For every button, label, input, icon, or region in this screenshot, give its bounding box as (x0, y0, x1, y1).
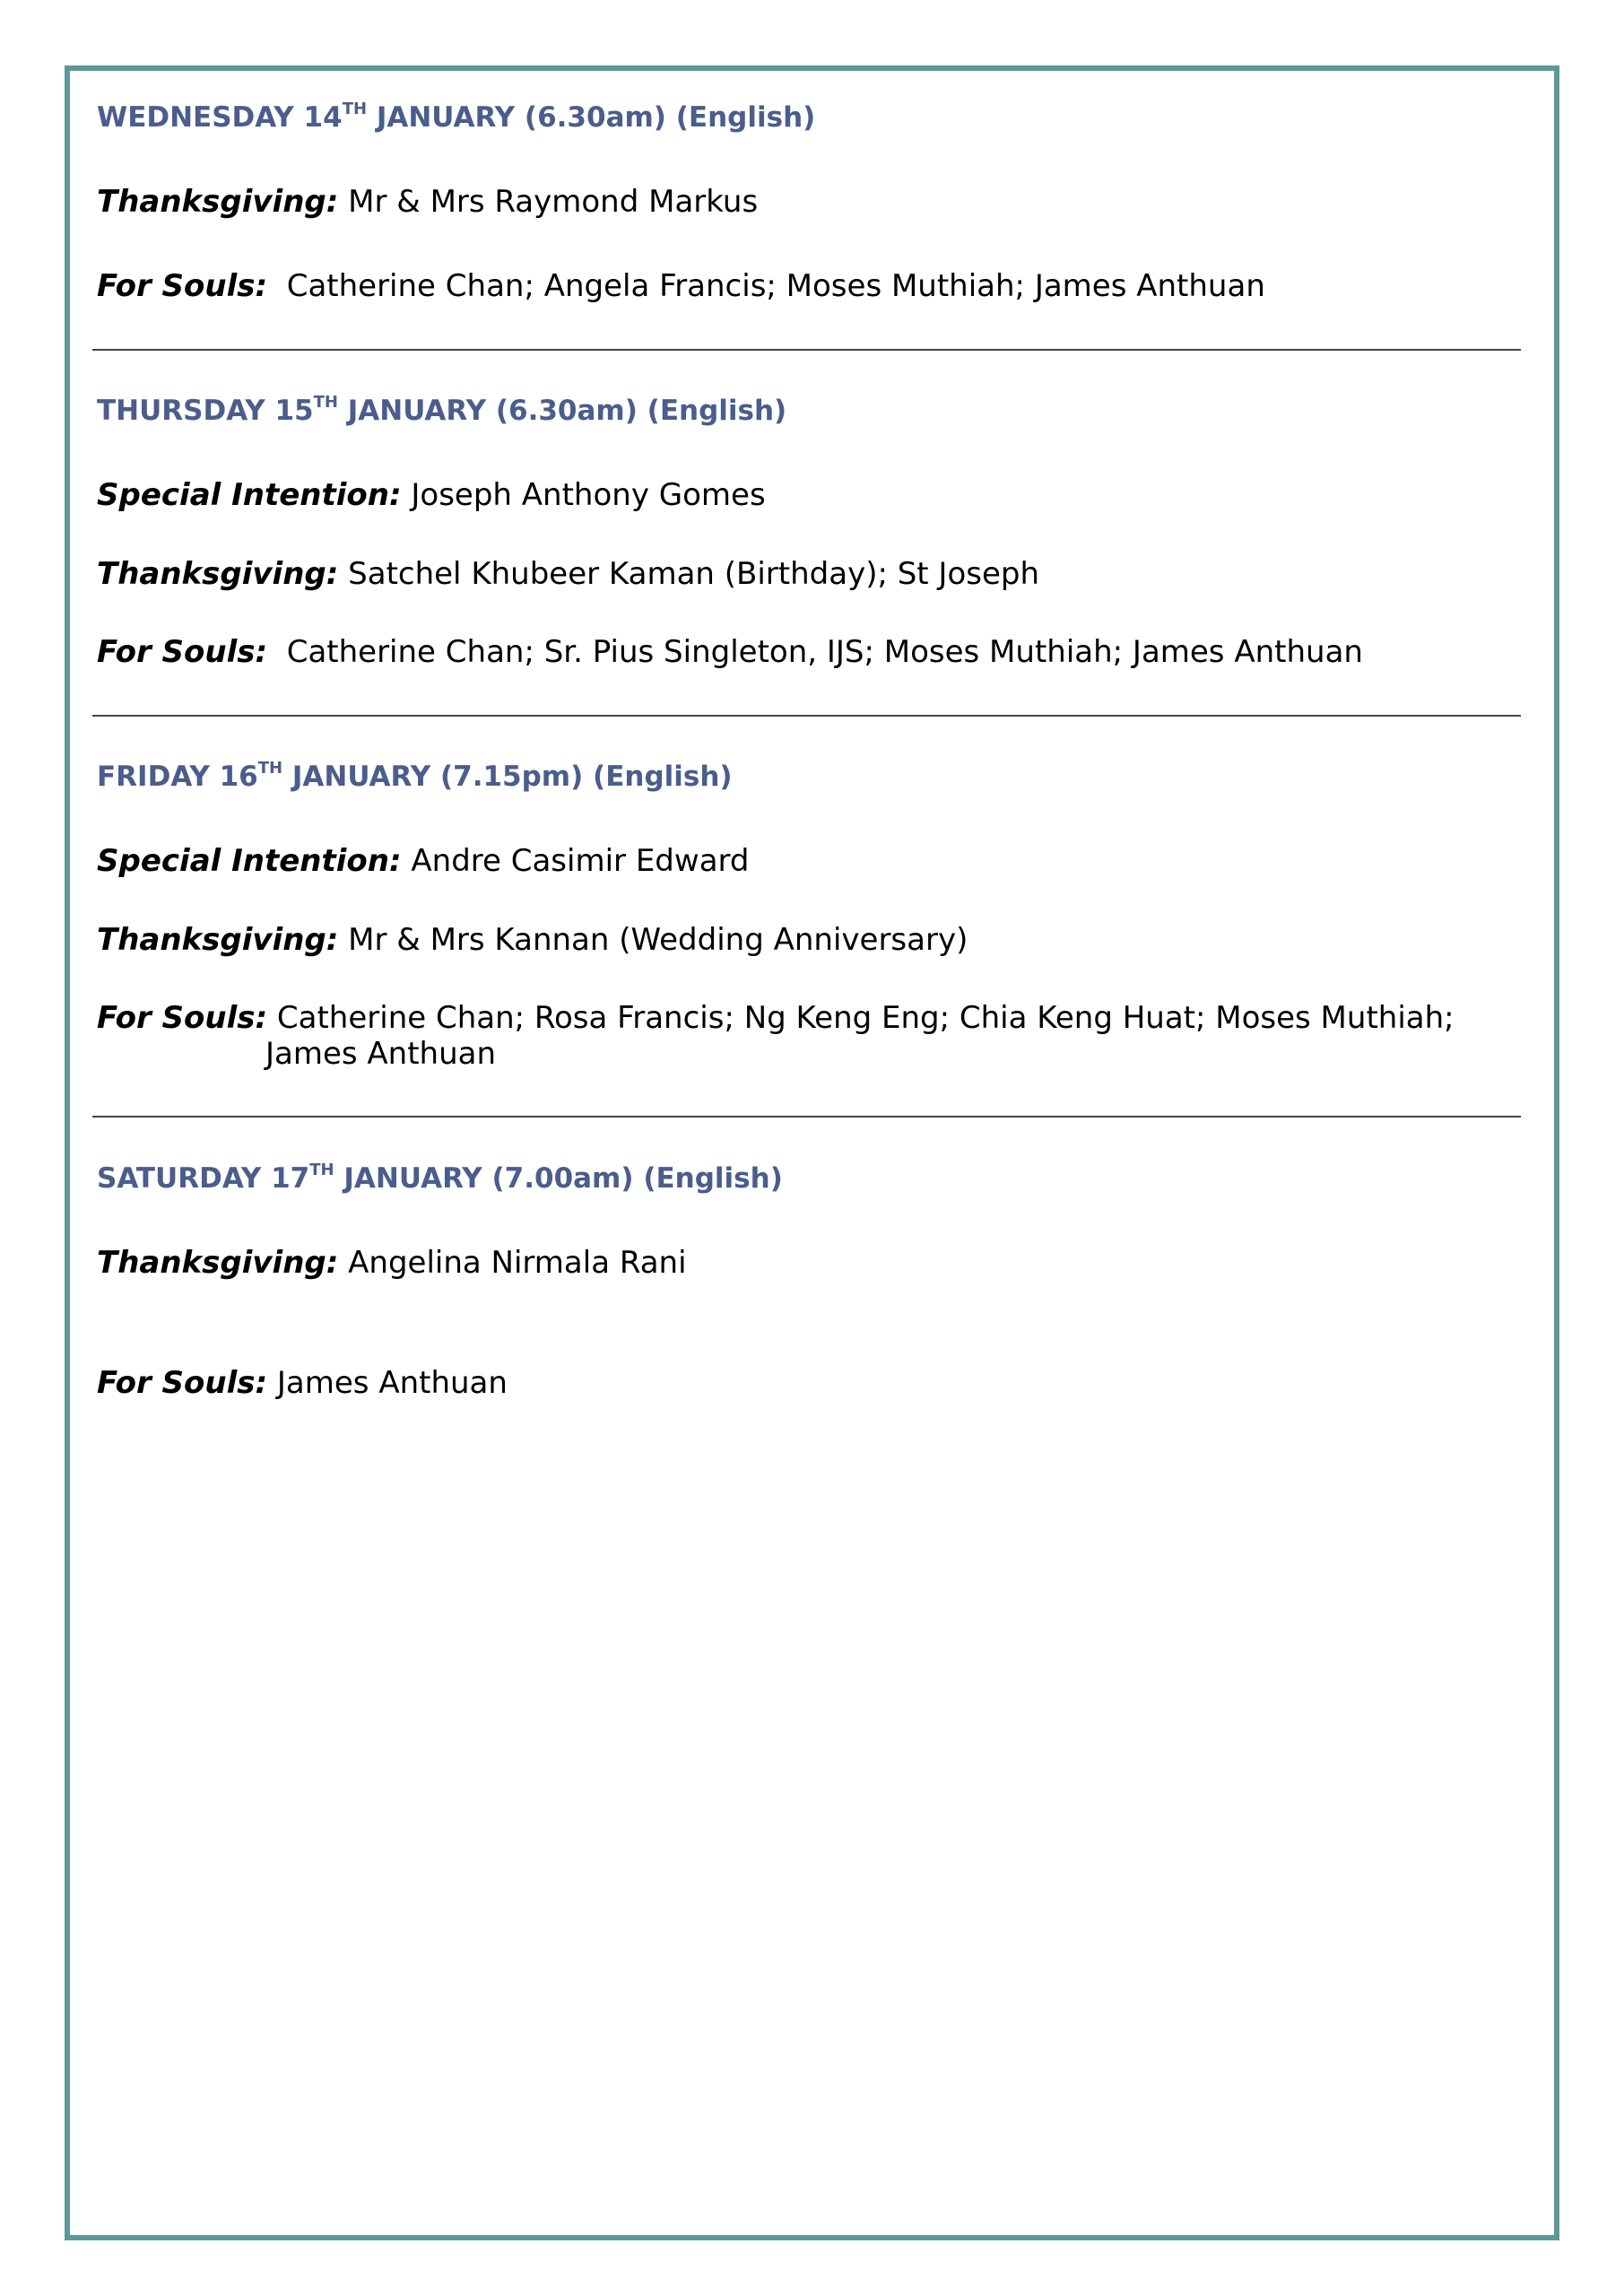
intention-label: Special Intention: (97, 477, 402, 513)
day-heading (97, 101, 815, 134)
day-heading-suffix: TH (309, 1161, 334, 1179)
intention-text: Mr & Mrs Kannan (Wedding Anniversary) (338, 922, 968, 958)
day-heading-time: JANUARY (6.30am) (English) (337, 395, 787, 427)
intention-label: For Souls: (97, 1000, 268, 1036)
day-heading-suffix: TH (313, 393, 338, 412)
intention-row-thanksgiving (97, 184, 758, 220)
intention-label: Thanksgiving: (97, 184, 339, 220)
intention-label: Special Intention: (97, 843, 402, 879)
page-border (65, 65, 1559, 2240)
intention-label: Thanksgiving: (97, 922, 339, 958)
intention-text: James Anthuan (267, 1365, 508, 1401)
intention-text: Joseph Anthony Gomes (401, 477, 766, 513)
intention-row-special-intention (97, 477, 766, 513)
intention-label: For Souls: (97, 268, 268, 304)
day-heading-time: JANUARY (7.15pm) (English) (282, 761, 733, 793)
day-heading-time: JANUARY (6.30am) (English) (367, 101, 816, 134)
day-heading-date: WEDNESDAY 14 (97, 101, 343, 134)
intention-row-special-intention (97, 843, 750, 879)
intention-row-for-souls (97, 268, 1265, 304)
intention-text: Catherine Chan; Sr. Pius Singleton, IJS; Moses Muthiah; James Anthuan (267, 634, 1363, 670)
intention-row-for-souls (97, 1365, 508, 1401)
intention-row-thanksgiving (97, 922, 968, 958)
section-divider (92, 715, 1521, 717)
intention-label: Thanksgiving: (97, 556, 339, 592)
intention-text: Mr & Mrs Raymond Markus (338, 184, 759, 220)
intention-text: Angelina Nirmala Rani (338, 1245, 687, 1281)
intention-row-for-souls (97, 634, 1363, 670)
day-heading-date: SATURDAY 17 (97, 1162, 310, 1195)
day-heading-date: THURSDAY 15 (97, 395, 314, 427)
day-heading (97, 1162, 783, 1195)
day-heading-suffix: TH (342, 100, 368, 118)
intention-text: Andre Casimir Edward (401, 843, 750, 879)
intention-text: Catherine Chan; Angela Francis; Moses Muthiah; James Anthuan (267, 268, 1265, 304)
intention-label: For Souls: (97, 634, 268, 670)
day-heading (97, 395, 786, 427)
intention-label: For Souls: (97, 1365, 268, 1401)
intention-row-for-souls (97, 1000, 1496, 1072)
intention-text: Satchel Khubeer Kaman (Birthday); St Joseph (338, 556, 1040, 592)
day-heading (97, 761, 733, 793)
intention-row-thanksgiving (97, 1245, 687, 1281)
day-heading-date: FRIDAY 16 (97, 761, 258, 793)
day-heading-time: JANUARY (7.00am) (English) (334, 1162, 783, 1195)
section-divider (92, 349, 1521, 351)
intention-row-thanksgiving (97, 556, 1039, 592)
day-heading-suffix: TH (257, 759, 283, 778)
section-divider (92, 1116, 1521, 1118)
intention-label: Thanksgiving: (97, 1245, 339, 1281)
intention-text: Catherine Chan; Rosa Francis; Ng Keng Eng; Chia Keng Huat; Moses Muthiah; James Anthuan (265, 1000, 1455, 1072)
